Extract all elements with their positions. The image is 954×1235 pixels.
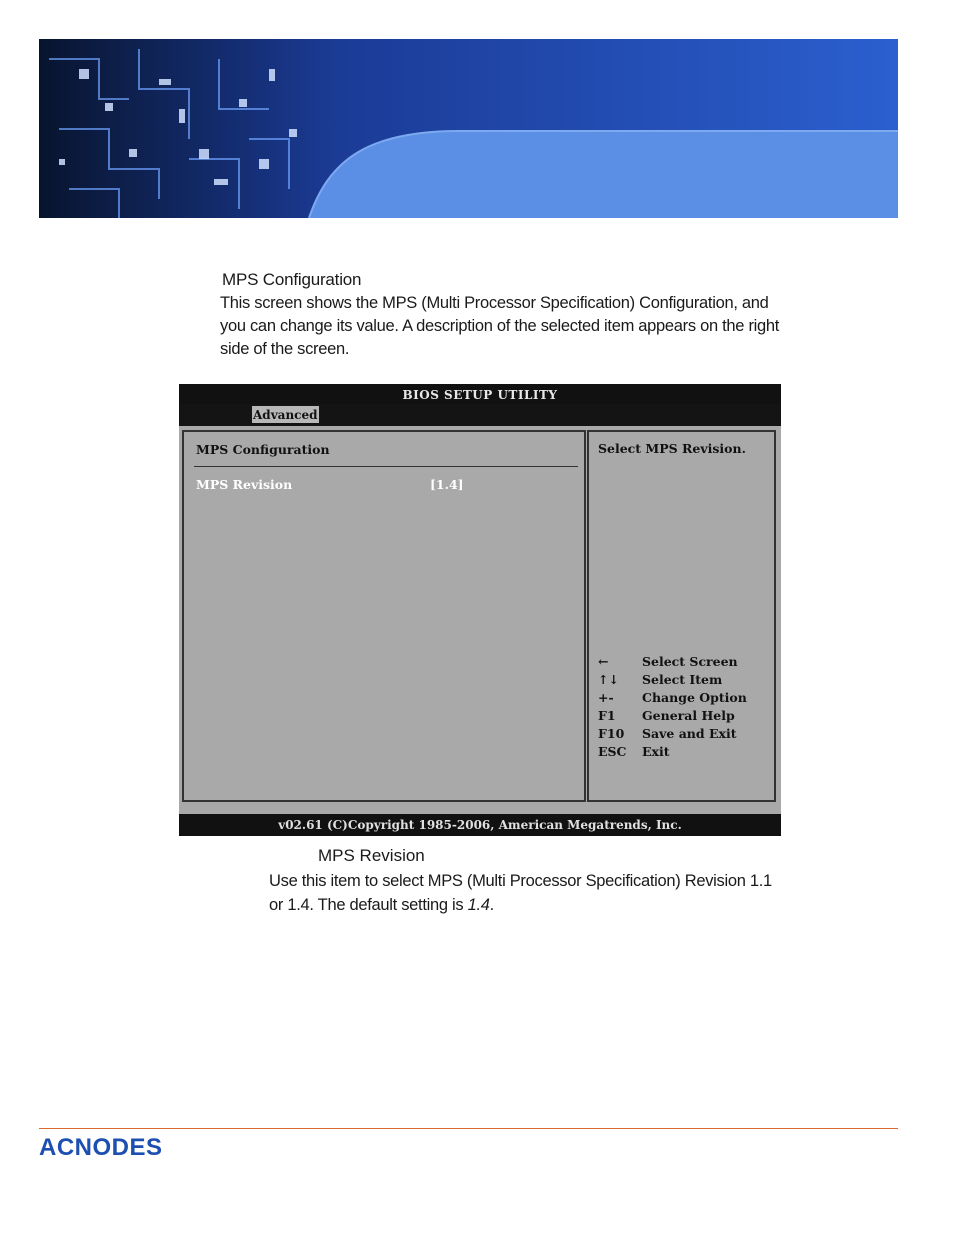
description-suffix: . bbox=[489, 896, 494, 914]
key-legend-row bbox=[598, 671, 747, 689]
key-desc: Save and Exit bbox=[642, 726, 737, 741]
mps-revision-value[interactable]: [1.4] bbox=[430, 477, 464, 492]
default-value: 1.4 bbox=[467, 896, 490, 914]
key-legend-row bbox=[598, 707, 747, 725]
bios-screenshot bbox=[179, 384, 781, 836]
key-name: ← bbox=[598, 654, 609, 669]
acnodes-logo bbox=[39, 1135, 199, 1159]
key-desc: General Help bbox=[642, 708, 735, 723]
bios-divider bbox=[194, 466, 578, 467]
key-desc: Exit bbox=[642, 744, 670, 759]
key-name: ESC bbox=[598, 744, 627, 759]
item-heading: MPS Revision bbox=[318, 846, 425, 865]
key-name: ↑↓ bbox=[598, 672, 619, 687]
bios-main-panel bbox=[182, 430, 586, 802]
key-legend-row bbox=[598, 725, 747, 743]
bios-copyright-footer: v02.61 (C)Copyright 1985-2006, American Megatrends, Inc. bbox=[179, 814, 781, 836]
key-desc: Select Item bbox=[642, 672, 723, 687]
bios-title: BIOS SETUP UTILITY bbox=[179, 384, 781, 404]
bios-help-text: Select MPS Revision. bbox=[598, 441, 746, 456]
section-intro-paragraph: This screen shows the MPS (Multi Processor Specification) Configuration, and you can change its value. A description of the selected item appears on the right side of the screen. bbox=[220, 294, 780, 358]
logo-graphic bbox=[39, 1135, 199, 1159]
item-description-paragraph bbox=[269, 869, 789, 917]
section-heading: MPS Configuration bbox=[222, 270, 362, 289]
mps-revision-item[interactable]: MPS Revision bbox=[196, 477, 293, 492]
logo-wordmark: ACNODES bbox=[39, 1135, 163, 1159]
bios-section-title: MPS Configuration bbox=[196, 442, 330, 457]
key-desc: Change Option bbox=[642, 690, 747, 705]
bios-tab-bar bbox=[179, 404, 781, 426]
footer-divider bbox=[39, 1128, 898, 1129]
bios-help-panel bbox=[587, 430, 776, 802]
description-text: Use this item to select MPS (Multi Processor Specification) Revision 1.1 or 1.4. The default setting is bbox=[269, 872, 772, 914]
key-legend-row bbox=[598, 653, 747, 671]
key-name: +- bbox=[598, 690, 614, 705]
circuit-board-graphic bbox=[39, 39, 898, 218]
key-name: F10 bbox=[598, 726, 625, 741]
key-name: F1 bbox=[598, 708, 616, 723]
key-legend-row bbox=[598, 689, 747, 707]
header-banner bbox=[39, 39, 898, 218]
key-desc: Select Screen bbox=[642, 654, 738, 669]
tab-advanced[interactable]: Advanced bbox=[253, 408, 318, 422]
bios-key-legend bbox=[598, 653, 747, 761]
key-legend-row bbox=[598, 743, 747, 761]
